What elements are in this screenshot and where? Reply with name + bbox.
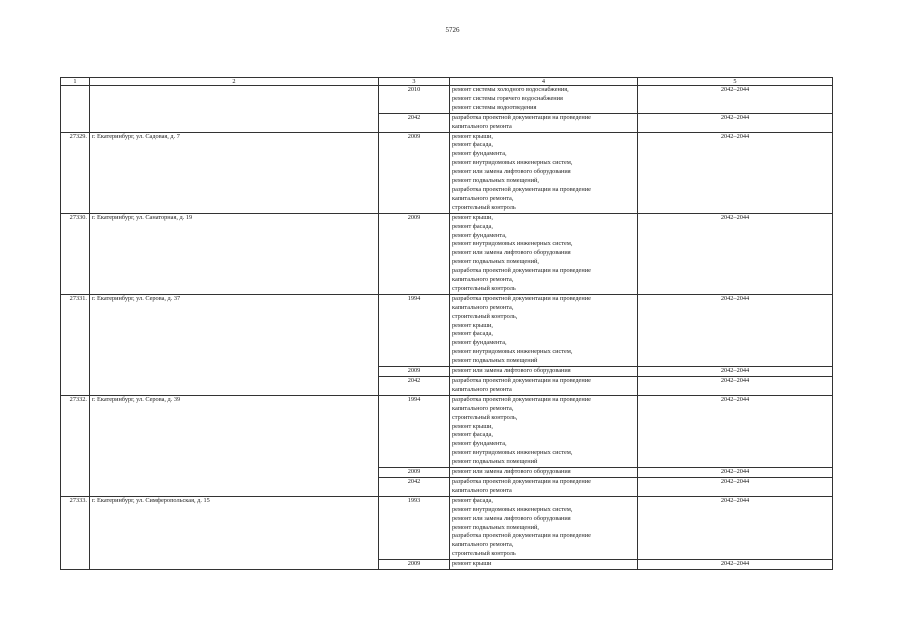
number-cell: 27332. bbox=[61, 395, 90, 496]
period-cell: 2042–2044 bbox=[638, 113, 833, 132]
work-item: ремонт крыши, bbox=[452, 213, 494, 221]
address-cell: г. Екатеринбург, ул. Санаторная, д. 19 bbox=[90, 213, 379, 294]
table-row bbox=[61, 395, 833, 467]
work-item: ремонт фундамента, bbox=[452, 231, 507, 239]
work-item: ремонт или замена лифтового оборудования bbox=[452, 168, 571, 176]
work-item: ремонт или замена лифтового оборудования bbox=[452, 249, 571, 257]
work-item: капитального ремонта bbox=[452, 385, 512, 393]
period-cell: 2042–2044 bbox=[638, 86, 833, 114]
period-cell: 2042–2044 bbox=[638, 477, 833, 496]
work-item: строительный контроль bbox=[452, 284, 516, 292]
work-item: ремонт фундамента, bbox=[452, 339, 507, 347]
works-cell bbox=[450, 294, 638, 366]
work-item: ремонт или замена лифтового оборудования bbox=[452, 367, 571, 375]
works-cell bbox=[450, 132, 638, 213]
work-item: ремонт фундамента, bbox=[452, 150, 507, 158]
work-item: ремонт системы холодного водоснабжения, bbox=[452, 86, 569, 93]
work-item: ремонт или замена лифтового оборудования bbox=[452, 468, 571, 476]
year-cell: 1993 bbox=[379, 496, 450, 559]
page-number: 5726 bbox=[445, 26, 460, 34]
number-cell bbox=[61, 86, 90, 133]
number-cell: 27331. bbox=[61, 294, 90, 395]
work-item: строительный контроль bbox=[452, 550, 516, 558]
period-cell: 2042–2044 bbox=[638, 132, 833, 213]
work-item: ремонт фасада, bbox=[452, 431, 493, 439]
year-cell: 1994 bbox=[379, 395, 450, 467]
work-item: ремонт крыши, bbox=[452, 422, 494, 430]
work-item: ремонт крыши, bbox=[452, 321, 494, 329]
year-cell: 2010 bbox=[379, 86, 450, 114]
work-item: капитального ремонта, bbox=[452, 404, 514, 412]
work-item: ремонт крыши, bbox=[452, 132, 494, 140]
works-cell bbox=[450, 377, 638, 396]
works-cell bbox=[450, 496, 638, 559]
work-item: разработка проектной документации на проведение bbox=[452, 185, 591, 193]
period-cell: 2042–2044 bbox=[638, 294, 833, 366]
number-cell: 27333. bbox=[61, 496, 90, 569]
column-header: 3 bbox=[379, 78, 450, 86]
address-cell: г. Екатеринбург, ул. Симферопольская, д. 15 bbox=[90, 496, 379, 569]
work-item: ремонт внутридомовых инженерных систем, bbox=[452, 505, 573, 513]
column-header: 1 bbox=[61, 78, 90, 86]
year-cell: 2009 bbox=[379, 213, 450, 294]
work-item: ремонт подвальных помещений, bbox=[452, 258, 539, 266]
works-cell bbox=[450, 560, 638, 570]
works-cell bbox=[450, 86, 638, 114]
table-header bbox=[61, 78, 833, 86]
work-item: разработка проектной документации на проведение bbox=[452, 267, 591, 275]
address-cell: г. Екатеринбург, ул. Серова, д. 37 bbox=[90, 294, 379, 395]
year-cell: 2042 bbox=[379, 477, 450, 496]
year-cell: 2009 bbox=[379, 468, 450, 478]
period-cell: 2042–2044 bbox=[638, 468, 833, 478]
works-cell bbox=[450, 477, 638, 496]
works-cell bbox=[450, 395, 638, 467]
work-item: ремонт системы водоотведения bbox=[452, 103, 537, 111]
table-row bbox=[61, 86, 833, 114]
work-item: ремонт фасада, bbox=[452, 330, 493, 338]
table-row bbox=[61, 132, 833, 213]
repair-schedule-table bbox=[60, 77, 833, 570]
work-item: ремонт крыши bbox=[452, 560, 492, 568]
year-cell: 2042 bbox=[379, 113, 450, 132]
work-item: разработка проектной документации на проведение bbox=[452, 294, 591, 302]
work-item: капитального ремонта, bbox=[452, 194, 514, 202]
work-item: разработка проектной документации на проведение bbox=[452, 477, 591, 485]
year-cell: 2009 bbox=[379, 560, 450, 570]
work-item: разработка проектной документации на проведение bbox=[452, 395, 591, 403]
work-item: ремонт фасада, bbox=[452, 141, 493, 149]
year-cell: 1994 bbox=[379, 294, 450, 366]
period-cell: 2042–2044 bbox=[638, 560, 833, 570]
period-cell: 2042–2044 bbox=[638, 377, 833, 396]
works-cell bbox=[450, 468, 638, 478]
work-item: капитального ремонта, bbox=[452, 276, 514, 284]
work-item: разработка проектной документации на проведение bbox=[452, 113, 591, 121]
work-item: ремонт внутридомовых инженерных систем, bbox=[452, 449, 573, 457]
header-row bbox=[61, 78, 833, 86]
work-item: ремонт внутридомовых инженерных систем, bbox=[452, 240, 573, 248]
address-cell bbox=[90, 86, 379, 133]
work-item: капитального ремонта, bbox=[452, 303, 514, 311]
work-item: ремонт подвальных помещений, bbox=[452, 523, 539, 531]
work-item: ремонт фасада, bbox=[452, 222, 493, 230]
column-header: 4 bbox=[450, 78, 638, 86]
work-item: ремонт или замена лифтового оборудования bbox=[452, 514, 571, 522]
work-item: капитального ремонта bbox=[452, 486, 512, 494]
work-item: капитального ремонта, bbox=[452, 541, 514, 549]
year-cell: 2009 bbox=[379, 132, 450, 213]
work-item: ремонт системы горячего водоснабжения bbox=[452, 94, 563, 102]
work-item: строительный контроль, bbox=[452, 413, 518, 421]
column-header: 5 bbox=[638, 78, 833, 86]
year-cell: 2042 bbox=[379, 377, 450, 396]
address-cell: г. Екатеринбург, ул. Садовая, д. 7 bbox=[90, 132, 379, 213]
works-cell bbox=[450, 213, 638, 294]
table-row bbox=[61, 213, 833, 294]
work-item: ремонт подвальных помещений bbox=[452, 357, 538, 365]
period-cell: 2042–2044 bbox=[638, 213, 833, 294]
work-item: строительный контроль, bbox=[452, 312, 518, 320]
works-cell bbox=[450, 113, 638, 132]
period-cell: 2042–2044 bbox=[638, 496, 833, 559]
work-item: ремонт подвальных помещений, bbox=[452, 177, 539, 185]
work-item: ремонт фасада, bbox=[452, 496, 493, 504]
work-item: капитального ремонта bbox=[452, 122, 512, 130]
work-item: ремонт внутридомовых инженерных систем, bbox=[452, 159, 573, 167]
work-item: ремонт фундамента, bbox=[452, 440, 507, 448]
column-header: 2 bbox=[90, 78, 379, 86]
number-cell: 27329. bbox=[61, 132, 90, 213]
year-cell: 2009 bbox=[379, 367, 450, 377]
work-item: ремонт внутридомовых инженерных систем, bbox=[452, 348, 573, 356]
work-item: строительный контроль bbox=[452, 203, 516, 211]
work-item: ремонт подвальных помещений bbox=[452, 458, 538, 466]
table-row bbox=[61, 294, 833, 366]
work-item: разработка проектной документации на проведение bbox=[452, 532, 591, 540]
address-cell: г. Екатеринбург, ул. Серова, д. 39 bbox=[90, 395, 379, 496]
work-item: разработка проектной документации на проведение bbox=[452, 377, 591, 384]
number-cell: 27330. bbox=[61, 213, 90, 294]
table-row bbox=[61, 496, 833, 559]
period-cell: 2042–2044 bbox=[638, 395, 833, 467]
table-body bbox=[61, 86, 833, 570]
works-cell bbox=[450, 367, 638, 377]
period-cell: 2042–2044 bbox=[638, 367, 833, 377]
